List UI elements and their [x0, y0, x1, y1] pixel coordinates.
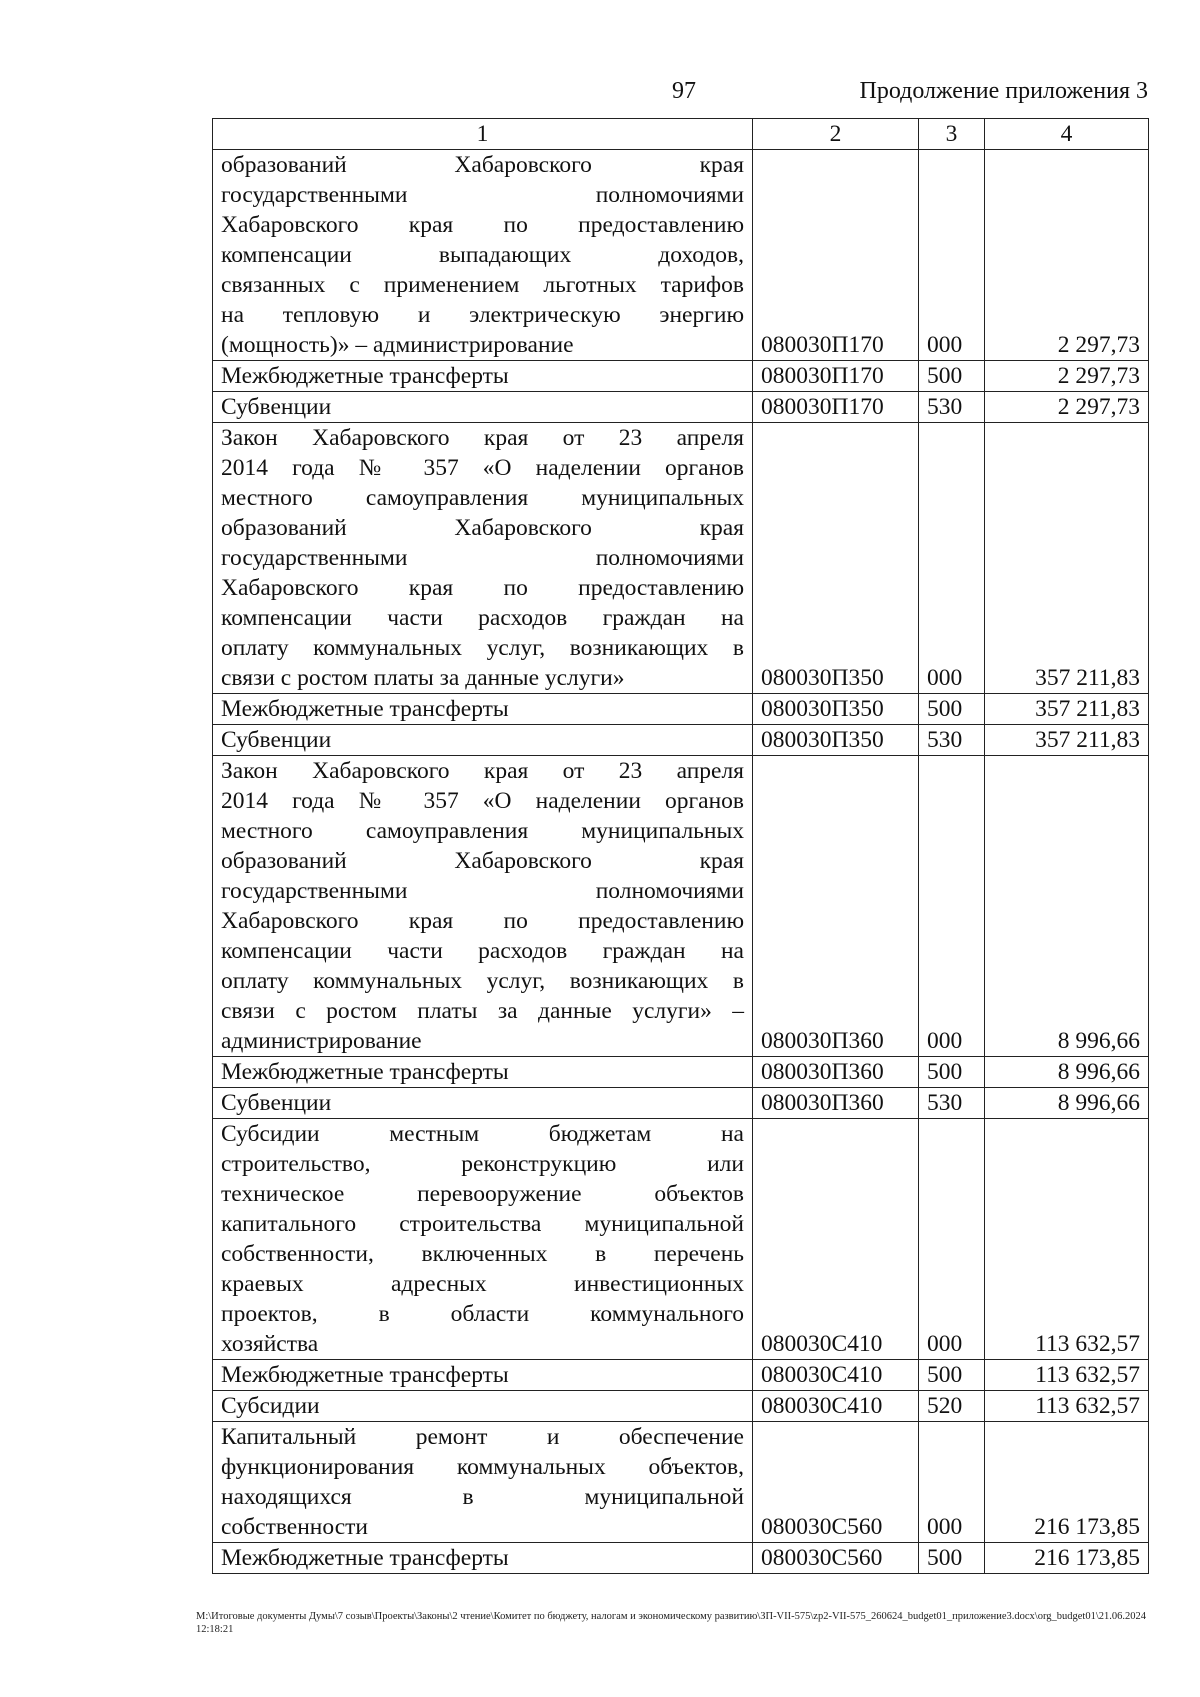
description-line: Межбюджетные трансферты — [221, 363, 509, 389]
budget-table — [212, 118, 1149, 1574]
description-line: Субвенции — [221, 1090, 332, 1116]
row-type: 500 — [919, 1543, 985, 1574]
row-description — [213, 1088, 753, 1119]
description-line: образований Хабаровского края — [221, 515, 744, 541]
table-row — [213, 725, 1149, 756]
row-amount: 2 297,73 — [985, 150, 1149, 361]
description-line: компенсации части расходов граждан на — [221, 938, 744, 964]
row-code: 080030П360 — [753, 1057, 919, 1088]
page-number: 97 — [672, 78, 696, 104]
table-header-row — [213, 119, 1149, 150]
table-row — [213, 361, 1149, 392]
table-row — [213, 1422, 1149, 1543]
row-type: 500 — [919, 361, 985, 392]
file-path-footer: M:\Итоговые документы Думы\7 созыв\Проекты\Законы\2 чтение\Комитет по бюджету, налогам и экономическому развитию\ЗП-VII-575\zp2-VII-575_260624_budget01_приложение3.docx\org_budget01\21.06.2024 12:18:21 — [196, 1611, 1147, 1635]
row-type: 000 — [919, 1422, 985, 1543]
description-line: Субвенции — [221, 394, 332, 420]
row-amount: 357 211,83 — [985, 694, 1149, 725]
description-line: государственными полномочиями — [221, 545, 744, 571]
column-header: 3 — [919, 119, 985, 150]
row-type: 000 — [919, 1119, 985, 1360]
table-row — [213, 1360, 1149, 1391]
description-line: хозяйства — [221, 1331, 319, 1357]
description-line: местного самоуправления муниципальных — [221, 485, 744, 511]
description-line: функционирования коммунальных объектов, — [221, 1454, 744, 1480]
row-type: 530 — [919, 1088, 985, 1119]
row-type: 530 — [919, 392, 985, 423]
table-row — [213, 1543, 1149, 1574]
row-description — [213, 725, 753, 756]
row-amount: 8 996,66 — [985, 756, 1149, 1057]
description-line: местного самоуправления муниципальных — [221, 818, 744, 844]
description-line: Межбюджетные трансферты — [221, 696, 509, 722]
row-description — [213, 392, 753, 423]
description-line: администрирование — [221, 1028, 422, 1054]
row-description — [213, 1391, 753, 1422]
row-description — [213, 423, 753, 694]
table-row — [213, 694, 1149, 725]
row-code: 080030С560 — [753, 1422, 919, 1543]
description-line: капитального строительства муниципальной — [221, 1211, 744, 1237]
description-line: Закон Хабаровского края от 23 апреля — [221, 425, 744, 451]
description-line: на тепловую и электрическую энергию — [221, 302, 744, 328]
row-code: 080030С410 — [753, 1119, 919, 1360]
table-row — [213, 1088, 1149, 1119]
table-row — [213, 1119, 1149, 1360]
description-line: краевых адресных инвестиционных — [221, 1271, 744, 1297]
description-line: собственности — [221, 1514, 368, 1540]
table-row — [213, 756, 1149, 1057]
description-line: связи с ростом платы за данные услуги» — [221, 665, 625, 691]
row-type: 500 — [919, 1360, 985, 1391]
description-line: Хабаровского края по предоставлению — [221, 212, 744, 238]
row-description — [213, 1119, 753, 1360]
description-line: Субсидии местным бюджетам на — [221, 1121, 744, 1147]
row-code: 080030С410 — [753, 1360, 919, 1391]
description-line: (мощность)» – администрирование — [221, 332, 574, 358]
row-type: 500 — [919, 1057, 985, 1088]
description-line: Капитальный ремонт и обеспечение — [221, 1424, 744, 1450]
description-line: строительство, реконструкцию или — [221, 1151, 744, 1177]
description-line: связанных с применением льготных тарифов — [221, 272, 744, 298]
description-line: оплату коммунальных услуг, возникающих в — [221, 968, 744, 994]
row-code: 080030С410 — [753, 1391, 919, 1422]
column-header: 2 — [753, 119, 919, 150]
row-type: 000 — [919, 150, 985, 361]
column-header: 4 — [985, 119, 1149, 150]
description-line: Межбюджетные трансферты — [221, 1545, 509, 1571]
description-line: Закон Хабаровского края от 23 апреля — [221, 758, 744, 784]
table-row — [213, 392, 1149, 423]
description-line: 2014 года № 357 «О наделении органов — [221, 788, 744, 814]
description-line: техническое перевооружение объектов — [221, 1181, 744, 1207]
table-row — [213, 1057, 1149, 1088]
row-description — [213, 694, 753, 725]
row-type: 000 — [919, 756, 985, 1057]
row-description — [213, 150, 753, 361]
row-amount: 216 173,85 — [985, 1422, 1149, 1543]
continuation-caption: Продолжение приложения 3 — [859, 78, 1148, 104]
row-type: 530 — [919, 725, 985, 756]
table-row — [213, 423, 1149, 694]
row-type: 000 — [919, 423, 985, 694]
row-amount: 113 632,57 — [985, 1360, 1149, 1391]
row-code: 080030П350 — [753, 694, 919, 725]
row-amount: 2 297,73 — [985, 361, 1149, 392]
description-line: Межбюджетные трансферты — [221, 1059, 509, 1085]
description-line: Субсидии — [221, 1393, 320, 1419]
row-type: 520 — [919, 1391, 985, 1422]
description-line: связи с ростом платы за данные услуги» – — [221, 998, 744, 1024]
row-description — [213, 756, 753, 1057]
row-amount: 8 996,66 — [985, 1088, 1149, 1119]
row-code: 080030П170 — [753, 150, 919, 361]
table-row — [213, 150, 1149, 361]
row-amount: 2 297,73 — [985, 392, 1149, 423]
row-amount: 113 632,57 — [985, 1391, 1149, 1422]
description-line: оплату коммунальных услуг, возникающих в — [221, 635, 744, 661]
description-line: находящихся в муниципальной — [221, 1484, 744, 1510]
description-line: государственными полномочиями — [221, 878, 744, 904]
description-line: компенсации выпадающих доходов, — [221, 242, 744, 268]
description-line: Межбюджетные трансферты — [221, 1362, 509, 1388]
description-line: Хабаровского края по предоставлению — [221, 908, 744, 934]
row-amount: 8 996,66 — [985, 1057, 1149, 1088]
description-line: образований Хабаровского края — [221, 152, 744, 178]
row-amount: 357 211,83 — [985, 423, 1149, 694]
description-line: собственности, включенных в перечень — [221, 1241, 744, 1267]
description-line: компенсации части расходов граждан на — [221, 605, 744, 631]
row-description — [213, 1543, 753, 1574]
row-description — [213, 1422, 753, 1543]
table-row — [213, 1391, 1149, 1422]
row-amount: 357 211,83 — [985, 725, 1149, 756]
row-code: 080030П350 — [753, 725, 919, 756]
description-line: проектов, в области коммунального — [221, 1301, 744, 1327]
description-line: Хабаровского края по предоставлению — [221, 575, 744, 601]
description-line: 2014 года № 357 «О наделении органов — [221, 455, 744, 481]
row-code: 080030П170 — [753, 392, 919, 423]
row-code: 080030П360 — [753, 756, 919, 1057]
row-code: 080030П170 — [753, 361, 919, 392]
row-amount: 216 173,85 — [985, 1543, 1149, 1574]
row-code: 080030С560 — [753, 1543, 919, 1574]
column-header: 1 — [213, 119, 753, 150]
row-type: 500 — [919, 694, 985, 725]
row-code: 080030П350 — [753, 423, 919, 694]
row-description — [213, 361, 753, 392]
row-description — [213, 1360, 753, 1391]
row-amount: 113 632,57 — [985, 1119, 1149, 1360]
description-line: Субвенции — [221, 727, 332, 753]
row-code: 080030П360 — [753, 1088, 919, 1119]
description-line: государственными полномочиями — [221, 182, 744, 208]
row-description — [213, 1057, 753, 1088]
description-line: образований Хабаровского края — [221, 848, 744, 874]
